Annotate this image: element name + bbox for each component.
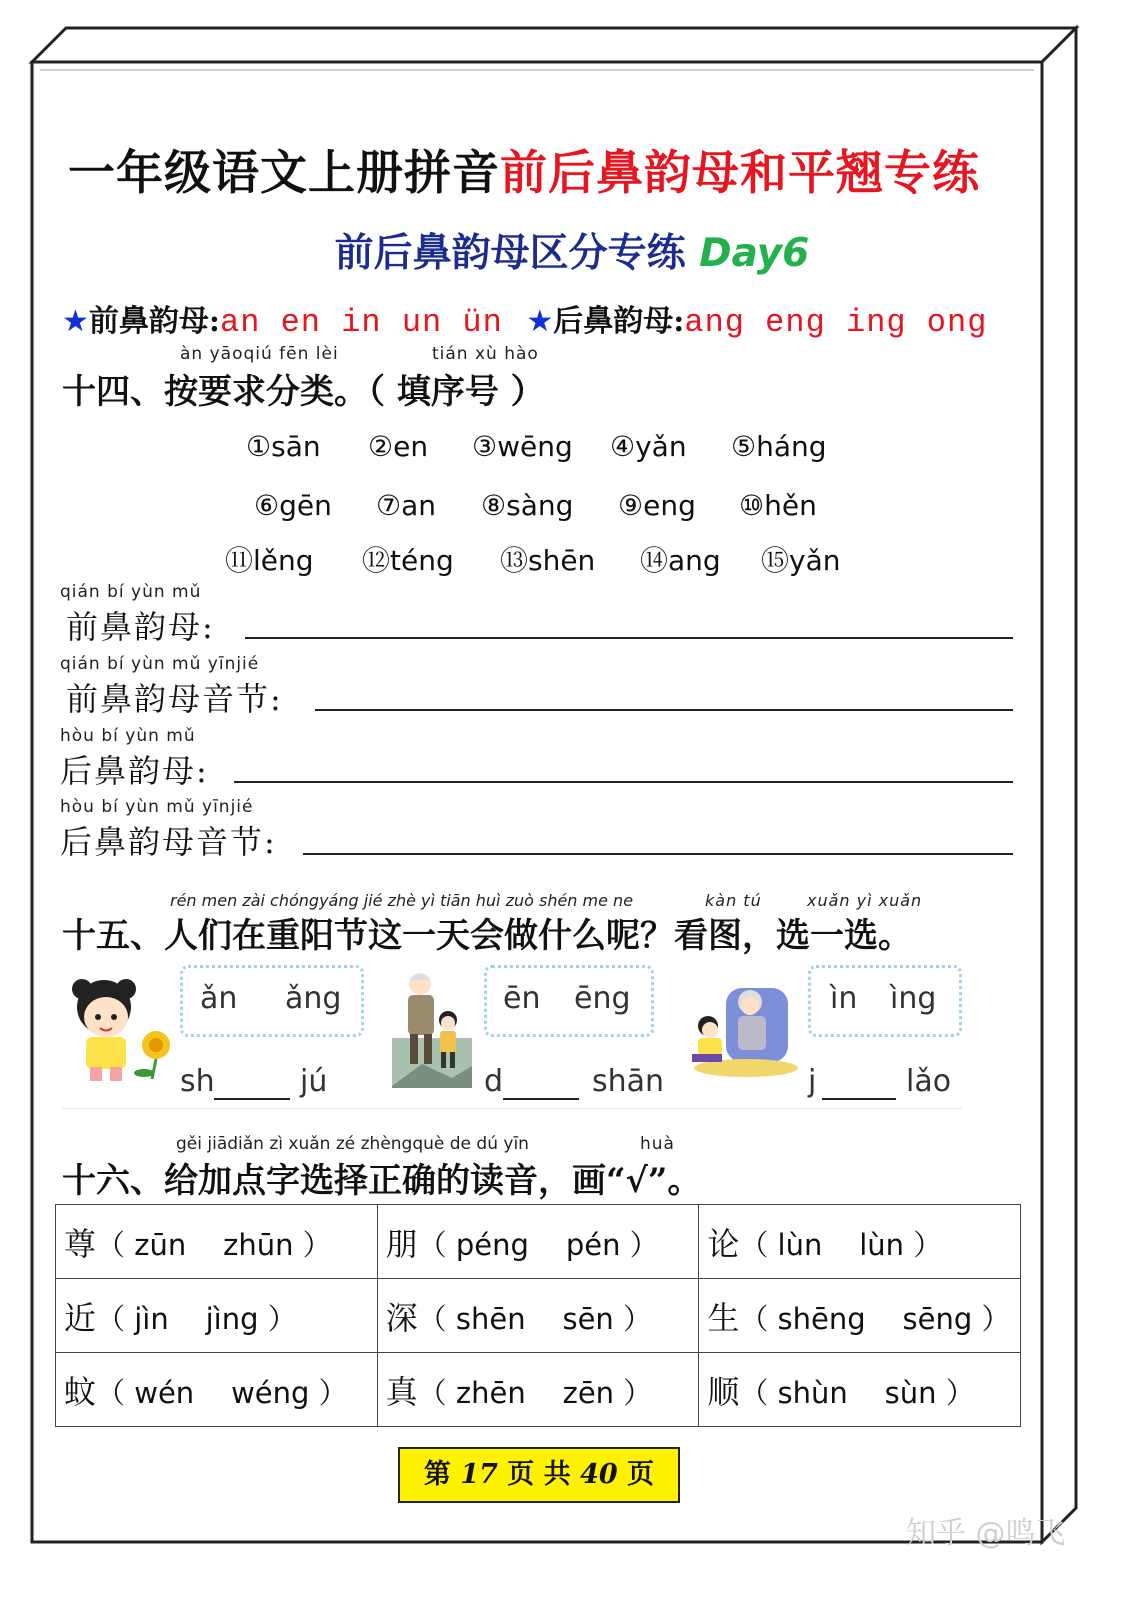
section-15-heading: 十五、人们在重阳节这一天会做什么呢？看图，选一选。 [62,916,912,956]
option-a[interactable]: lùn [777,1227,823,1262]
category-label: 前鼻韵母音节: [66,680,283,718]
option-text[interactable]: ǎn [200,981,238,1016]
syllable-item: ③wēng [472,430,573,463]
vowel-reference: ★前鼻韵母:an en in un ün ★后鼻韵母:ang eng ing ong [62,304,988,341]
pinyin-annotation: qián bí yùn mǔ [60,582,202,602]
answer-line[interactable] [245,637,1013,639]
syllable-item: ⑥gēn [254,489,332,522]
syllable-item: ⑫téng [362,544,454,577]
syllable-item: ⑩hěn [739,489,817,522]
answer-line[interactable] [315,709,1013,711]
star-icon: ★ [62,304,89,339]
option-b[interactable]: pén [565,1227,621,1262]
blank-suffix: shān [592,1064,665,1099]
option-a[interactable]: zūn [134,1227,187,1262]
blank-suffix: jú [300,1064,328,1099]
pinyin-annotation: tián xù hào [432,344,539,364]
option-b[interactable]: zēn [562,1375,615,1410]
category-label: 后鼻韵母音节: [60,823,277,861]
option-a[interactable]: shùn [777,1375,848,1410]
fill-blank-line[interactable] [214,1098,290,1100]
choice-cell: 生（ shēng sēng ） [699,1279,1021,1353]
child-with-grandma-in-armchair-illustration [684,978,798,1078]
option-b[interactable]: zhūn [223,1227,294,1262]
option-a[interactable]: péng [455,1227,529,1262]
answer-line[interactable] [234,781,1013,783]
option-b[interactable]: jìng [205,1301,259,1336]
category-label: 后鼻韵母: [60,752,209,790]
section-16-heading: 十六、给加点字选择正确的读音，画“√”。 [62,1161,702,1201]
option-a[interactable]: shēng [777,1301,866,1336]
option-text[interactable]: ēng [574,981,631,1016]
blank-suffix: lǎo [906,1064,952,1099]
option-a[interactable]: wén [134,1375,195,1410]
fill-blank-line[interactable] [822,1098,896,1100]
pinyin-annotation: rén men zài chóngyáng jié zhè yì tiān huì zuò shén me ne [170,891,634,910]
syllable-item: ⑮yǎn [761,544,841,577]
choice-cell: 尊（ zūn zhūn ） [56,1205,378,1279]
option-text[interactable]: ǎng [285,981,342,1016]
option-a[interactable]: shēn [455,1301,526,1336]
pronunciation-choice-table [55,1204,1021,1427]
answer-line[interactable] [303,853,1013,855]
pinyin-annotation: huà [640,1134,675,1154]
option-b[interactable]: lùn [859,1227,905,1262]
syllable-item: ⑦an [376,489,437,522]
table-row [56,1205,1021,1279]
syllable-item: ⑬shēn [500,544,596,577]
choice-cell: 论（ lùn lùn ） [699,1205,1021,1279]
pinyin-annotation: qián bí yùn mǔ yīnjié [60,654,260,674]
pinyin-annotation: àn yāoqiú fēn lèi [180,344,339,364]
page-title: 一年级语文上册拼音前后鼻韵母和平翘专练 [68,146,980,201]
option-b[interactable]: wéng [231,1375,310,1410]
option-a[interactable]: zhēn [455,1375,526,1410]
option-b[interactable]: sēng [902,1301,973,1336]
blank-prefix: d [484,1064,504,1099]
choice-cell: 蚊（ wén wéng ） [56,1353,378,1427]
syllable-item: ⑭ang [640,544,721,577]
category-label: 前鼻韵母: [66,608,215,646]
pinyin-annotation: hòu bí yùn mǔ yīnjié [60,797,254,817]
table-row [56,1279,1021,1353]
grandpa-and-child-hiking-illustration [392,968,472,1088]
syllable-item: ⑤háng [731,430,827,463]
fill-blank-line[interactable] [503,1098,579,1100]
syllable-item: ②en [368,430,429,463]
choice-cell: 深（ shēn sēn ） [377,1279,699,1353]
choice-cell: 朋（ péng pén ） [377,1205,699,1279]
option-text[interactable]: ìng [890,981,937,1016]
option-b[interactable]: sùn [884,1375,937,1410]
section-14-heading: 十四、按要求分类。（ 填序号 ） [62,372,545,412]
option-text[interactable]: ìn [830,981,858,1016]
page-number-badge: 第 17 页 共 40 页 [398,1447,680,1503]
watermark: 知乎 @鸣飞 [906,1516,1066,1551]
syllable-item: ⑧sàng [481,489,574,522]
table-row [56,1353,1021,1427]
divider [62,1108,962,1109]
choice-cell: 近（ jìn jìng ） [56,1279,378,1353]
syllable-item: ①sān [246,430,321,463]
star-icon: ★ [526,304,554,339]
syllable-item: ⑨eng [618,489,696,522]
choice-cell: 真（ zhēn zēn ） [377,1353,699,1427]
girl-with-chrysanthemum-illustration [62,975,180,1085]
blank-prefix: j [808,1064,817,1099]
page-subtitle: 前后鼻韵母区分专练 Day6 [334,230,810,276]
option-text[interactable]: ēn [503,981,541,1016]
syllable-item: ⑪lěng [225,544,314,577]
pinyin-annotation: xuǎn yì xuǎn [807,891,923,910]
blank-prefix: sh [180,1064,215,1099]
pinyin-annotation: gěi jiādiǎn zì xuǎn zé zhèngquè de dú yīn [176,1134,529,1154]
syllable-item: ④yǎn [610,430,687,463]
choice-cell: 顺（ shùn sùn ） [699,1353,1021,1427]
pinyin-annotation: hòu bí yùn mǔ [60,726,196,746]
option-a[interactable]: jìn [134,1301,169,1336]
pinyin-annotation: kàn tú [705,891,762,910]
option-b[interactable]: sēn [562,1301,614,1336]
